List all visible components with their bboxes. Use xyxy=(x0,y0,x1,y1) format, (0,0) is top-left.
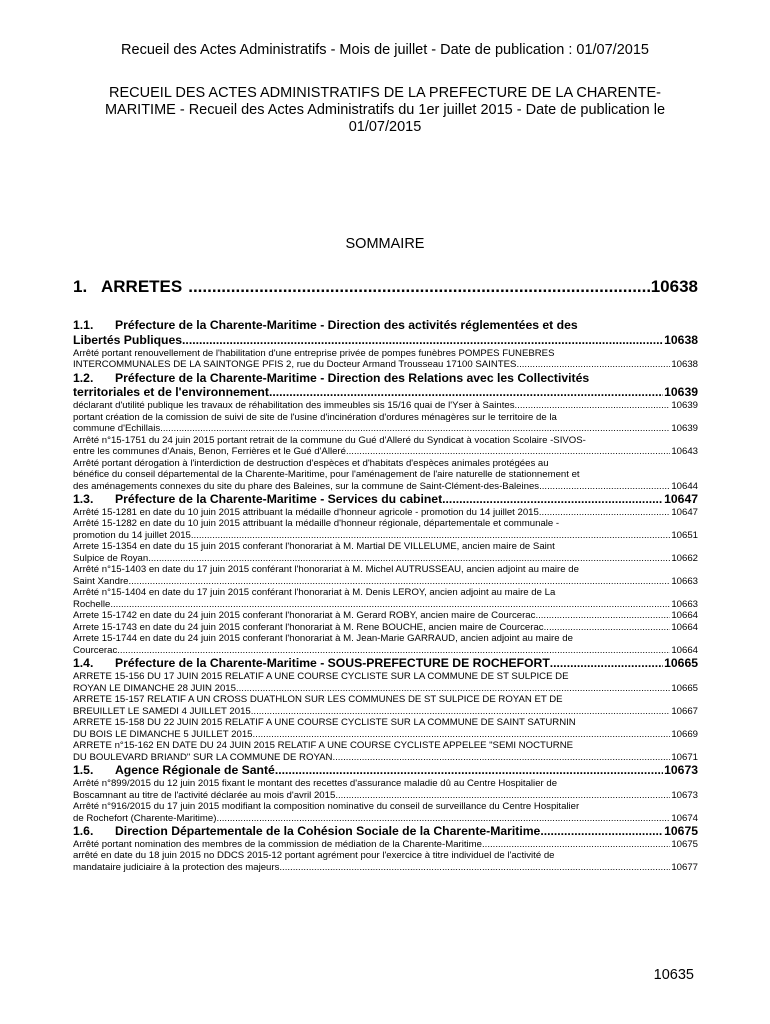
toc-section-page: 10638 xyxy=(664,332,698,347)
toc-entry-line: portant création de la comission de suivi de site de l'usine d'incinération d'ordures ménagères sur le territoire de la xyxy=(73,411,557,423)
toc-leader-dots xyxy=(539,481,670,493)
toc-entry[interactable] xyxy=(73,507,698,519)
toc-entry-line xyxy=(73,359,698,371)
toc-entry-page: 10664 xyxy=(671,644,698,656)
toc-section[interactable] xyxy=(73,318,698,371)
main-title xyxy=(60,85,710,136)
toc-section-heading-line xyxy=(73,371,698,386)
toc-entry-line xyxy=(73,446,698,458)
toc-entry-line: ARRETE 15-156 DU 17 JUIN 2015 RELATIF A UNE COURSE CYCLISTE SUR LA COMMUNE DE ST SULPICE DE xyxy=(73,671,569,683)
main-title-line: 01/07/2015 xyxy=(348,119,422,135)
toc-entry-page: 10671 xyxy=(671,751,698,763)
toc-entry[interactable] xyxy=(73,400,698,412)
toc-entry[interactable] xyxy=(73,850,698,873)
toc-entry-line xyxy=(73,729,698,741)
toc-entry[interactable] xyxy=(73,541,698,564)
toc-entry-text: Rochelle xyxy=(73,598,111,610)
toc-section-title: Préfecture de la Charente-Maritime - Direction des Relations avec les Collectivités xyxy=(115,370,590,385)
toc-section-heading-line xyxy=(73,385,698,400)
page-number: 10635 xyxy=(653,967,694,983)
main-title-line: RECUEIL DES ACTES ADMINISTRATIFS DE LA PREFECTURE DE LA CHARENTE- xyxy=(109,85,661,101)
toc-leader-dots xyxy=(182,333,663,348)
toc-entry[interactable] xyxy=(73,740,698,763)
toc-entry-line xyxy=(73,576,698,588)
toc-entry-page: 10664 xyxy=(671,621,698,633)
toc-section-number: 1.1. xyxy=(73,318,94,332)
toc-entry[interactable] xyxy=(73,518,698,541)
toc-entry[interactable] xyxy=(73,435,698,458)
toc-entry-page: 10664 xyxy=(671,610,698,622)
toc-entry[interactable] xyxy=(73,717,698,740)
toc-entry-line xyxy=(73,622,698,634)
toc-leader-dots xyxy=(148,553,670,565)
toc-entry-line xyxy=(73,683,698,695)
toc-leader-dots xyxy=(442,492,663,507)
toc-leader-dots xyxy=(191,530,670,542)
toc-leader-dots xyxy=(110,599,670,611)
toc-section-title: Direction Départementale de la Cohésion Sociale de la Charente-Maritime xyxy=(115,824,541,839)
toc-entry-page: 10663 xyxy=(671,598,698,610)
toc-leader-dots xyxy=(516,359,670,371)
toc-entry[interactable] xyxy=(73,564,698,587)
toc-entry[interactable] xyxy=(73,412,698,435)
toc-entry-text: Arrêté 15-1281 en date du 10 juin 2015 attribuant la médaille d'honneur agricole - promotion du 14 juillet 2015 xyxy=(73,506,539,518)
toc-entry-text: Courcerac xyxy=(73,644,118,656)
toc-section-page: 10665 xyxy=(664,656,698,671)
toc-entry-line xyxy=(73,839,698,851)
toc-entry-line xyxy=(73,423,698,435)
toc-entry-text: INTERCOMMUNALES DE LA SAINTONGE PFIS 2, rue du Docteur Armand Trousseau 17100 SAINTES xyxy=(73,359,517,371)
toc-entry-line xyxy=(73,790,698,802)
toc-entry-line: Arrêté n°15-1403 en date du 17 juin 2015 conférant l'honorariat à M. Michel AUTRUSSEAU, ancien adjoint au maire de xyxy=(73,564,579,576)
toc-entry-line xyxy=(73,599,698,611)
toc-leader-dots xyxy=(332,752,670,764)
toc-section-number: 1.2. xyxy=(73,370,94,385)
toc-leader-dots xyxy=(128,576,670,588)
toc-section-heading-line xyxy=(73,763,698,778)
toc-entry-line xyxy=(73,862,698,874)
toc-leader-dots xyxy=(335,790,670,802)
running-header: Recueil des Actes Administratifs - Mois de juillet - Date de publication : 01/07/2015 xyxy=(121,42,649,58)
main-title-line: MARITIME - Recueil des Actes Administratifs du 1er juillet 2015 - Date de publication le xyxy=(104,102,666,118)
toc-sections xyxy=(73,318,698,873)
toc-section-heading-line xyxy=(73,318,698,333)
toc-entry-page: 10674 xyxy=(671,812,698,824)
toc-entry-line xyxy=(73,813,698,825)
toc-entry-line xyxy=(73,645,698,657)
toc-entry-page: 10647 xyxy=(671,506,698,518)
toc-entry-text: DU BOULEVARD BRIAND" SUR LA COMMUNE DE ROYAN xyxy=(73,751,333,763)
toc-entry-page: 10662 xyxy=(671,552,698,564)
toc-leader-dots xyxy=(117,645,670,657)
toc-entry-line: Arrete 15-1744 en date du 24 juin 2015 conferant l'honorariat à M. Jean-Marie GARRAUD, ancien adjoint au maire de xyxy=(73,633,573,645)
toc-entry-page: 10639 xyxy=(671,423,698,435)
toc-entry[interactable] xyxy=(73,622,698,634)
toc-section-title: Préfecture de la Charente-Maritime - Services du cabinet xyxy=(115,492,443,507)
toc-leader-dots xyxy=(251,706,671,718)
toc-leader-dots xyxy=(269,385,663,400)
toc-entry-line: ARRETE 15-157 RELATIF A UN CROSS DUATHLON SUR LES COMMUNES DE ST SULPICE DE ROYAN ET DE xyxy=(73,694,563,706)
toc-section-title: Libertés Publiques xyxy=(73,332,183,347)
toc-entry-page: 10643 xyxy=(671,446,698,458)
toc-section-page: 10647 xyxy=(664,492,698,507)
toc-entry-line xyxy=(73,507,698,519)
toc-leader-dots xyxy=(540,824,663,839)
toc-leader-dots xyxy=(160,423,670,435)
toc-section-title: Préfecture de la Charente-Maritime - SOUS-PREFECTURE DE ROCHEFORT xyxy=(115,656,550,671)
toc-leader-dots xyxy=(253,729,671,741)
toc-entry-text: Boscamnant au titre de l'activité déclarée au mois d'avril 2015 xyxy=(73,789,336,801)
toc-entry-line: Arrêté portant renouvellement de l'habilitation d'une entreprise privée de pompes funèbres POMPES FUNEBRES xyxy=(73,347,555,359)
toc-entry[interactable] xyxy=(73,694,698,717)
toc-entry[interactable] xyxy=(73,610,698,622)
toc-entry-line: ARRETE 15-158 DU 22 JUIN 2015 RELATIF A UNE COURSE CYCLISTE SUR LA COMMUNE DE SAINT SATURNIN xyxy=(73,717,576,729)
toc-entry-text: Arrete 15-1743 en date du 24 juin 2015 conferant l'honorariat à M. Rene BOUCHE, ancien maire de Courcerac xyxy=(73,621,544,633)
toc-entry-line: Arrêté portant dérogation à l'interdiction de destruction d'espèces et d'habitats d'espèces animales protégées au xyxy=(73,457,549,469)
toc-section-heading-line xyxy=(73,333,698,348)
toc-section[interactable] xyxy=(73,492,698,656)
toc-section-number: 1.3. xyxy=(73,492,94,507)
toc-entry-text: BREUILLET LE SAMEDI 4 JUILLET 2015 xyxy=(73,705,251,717)
toc-leader-dots xyxy=(349,446,671,458)
toc-entry-line: Arrêté 15-1282 en date du 10 juin 2015 attribuant la médaille d'honneur régionale, départementale et communale - xyxy=(73,518,560,530)
toc-section-number: 1.5. xyxy=(73,763,94,778)
toc-entry[interactable] xyxy=(73,458,698,493)
toc-level1-title: ARRETES xyxy=(101,277,183,296)
toc-entry-page: 10673 xyxy=(671,789,698,801)
toc-level1-page: 10638 xyxy=(650,277,698,296)
toc-leader-dots xyxy=(188,277,650,297)
toc-leader-dots xyxy=(517,400,670,412)
toc-section-heading-line xyxy=(73,492,698,507)
toc-entry-page: 10644 xyxy=(671,480,698,492)
toc-section-number: 1.4. xyxy=(73,656,94,671)
toc-entry[interactable] xyxy=(73,587,698,610)
toc-leader-dots xyxy=(216,813,670,825)
toc-entry-line: ARRETE n°15-162 EN DATE DU 24 JUIN 2015 RELATIF A UNE COURSE CYCLISTE APPELEE "SEMI NOCTURNE xyxy=(73,740,574,752)
toc-level1-number: 1. xyxy=(73,277,88,296)
toc-section-heading-line xyxy=(73,656,698,671)
toc-entry-text: des aménagements connexes du site du phare des Baleines, sur la commune de Saint-Clément-des-Baleines xyxy=(73,480,540,492)
toc-entry-line: Arrêté n°899/2015 du 12 juin 2015 fixant le montant des recettes d'assurance maladie dû au Centre Hospitalier de xyxy=(73,778,558,790)
toc-leader-dots xyxy=(236,683,670,695)
toc-leader-dots xyxy=(539,507,670,519)
toc-entry-line: Arrêté n°15-1751 du 24 juin 2015 portant retrait de la commune du Gué d'Alleré du Syndicat à vocation Scolaire -SIVOS- xyxy=(73,434,586,446)
toc-entry-page: 10663 xyxy=(671,575,698,587)
toc-entry-page: 10651 xyxy=(671,529,698,541)
toc-entry-text: ROYAN LE DIMANCHE 28 JUIN 2015 xyxy=(73,682,236,694)
toc-section-title: Préfecture de la Charente-Maritime - Direction des activités réglementées et des xyxy=(115,318,578,332)
toc-leader-dots xyxy=(544,622,671,634)
toc-entry-line: Arrêté n°916/2015 du 17 juin 2015 modifiant la composition nominative du conseil de surveillance du Centre Hospitalier xyxy=(73,801,580,813)
toc-section[interactable] xyxy=(73,371,698,493)
toc-leader-dots xyxy=(482,839,670,851)
toc-section-title: Agence Régionale de Santé xyxy=(115,763,275,778)
toc-entry-line: arrêté en date du 18 juin 2015 no DDCS 2015-12 portant agrément pour l'exercice à titre individuel de l'activité de xyxy=(73,850,555,862)
toc-entry-line: bénéfice du conseil départemental de la Charente-Maritime, pour l'aménagement de l'aire naturelle de stationnement et xyxy=(73,469,580,481)
toc-entry-line: Arrêté n°15-1404 en date du 17 juin 2015 conférant l'honorariat à M. Denis LEROY, ancien adjoint au maire de La xyxy=(73,587,556,599)
toc-entry-line: Arrete 15-1354 en date du 15 juin 2015 conferant l'honorariat à M. Martial DE VILLELUME, ancien maire de Saint xyxy=(73,541,555,553)
toc-entry-page: 10669 xyxy=(671,728,698,740)
toc-entry-page: 10638 xyxy=(671,359,698,371)
toc-section[interactable] xyxy=(73,824,698,873)
toc-entry-page: 10665 xyxy=(671,682,698,694)
toc-entry-text: Arrete 15-1742 en date du 24 juin 2015 conferant l'honorariat à M. Gerard ROBY, ancien maire de Courcerac xyxy=(73,610,536,622)
toc-entry-line xyxy=(73,530,698,542)
toc-entry[interactable] xyxy=(73,348,698,371)
toc-entry-page: 10667 xyxy=(671,705,698,717)
toc-section[interactable] xyxy=(73,656,698,763)
toc-leader-dots xyxy=(275,763,663,778)
toc-entry-text: Arrêté portant nomination des membres de la commission de médiation de la Charente-Maritime xyxy=(73,838,482,850)
toc-entry-text: de Rochefort (Charente-Maritime) xyxy=(73,812,217,824)
toc-entry-line xyxy=(73,706,698,718)
toc-entry-page: 10639 xyxy=(671,400,698,412)
toc-entry-page: 10677 xyxy=(671,861,698,873)
toc-entry-line xyxy=(73,481,698,493)
toc-entry[interactable] xyxy=(73,633,698,656)
toc-entry[interactable] xyxy=(73,671,698,694)
toc-leader-dots xyxy=(535,610,670,622)
toc-entry-text: entre les communes d'Anais, Benon, Ferrières et le Gué d'Alleré. xyxy=(73,446,349,458)
sommaire-heading: SOMMAIRE xyxy=(345,236,425,252)
toc-entry-text: Saint Xandre xyxy=(73,575,129,587)
toc-entry-line xyxy=(73,610,698,622)
toc-entry-text: Sulpice de Royan xyxy=(73,552,149,564)
toc-section-title: territoriales et de l'environnement xyxy=(73,385,269,400)
toc-entry-text: mandataire judiciaire à la protection des majeurs xyxy=(73,861,280,873)
toc-leader-dots xyxy=(550,656,663,671)
toc-entry[interactable] xyxy=(73,778,698,801)
toc-entry-line xyxy=(73,400,698,412)
toc-entry-text: promotion du 14 juillet 2015 xyxy=(73,529,191,541)
toc-section-page: 10675 xyxy=(664,824,698,839)
toc-section[interactable] xyxy=(73,763,698,824)
toc-section-page: 10639 xyxy=(664,385,698,400)
toc-entry[interactable] xyxy=(73,839,698,851)
toc-entry-line xyxy=(73,752,698,764)
toc-section-number: 1.6. xyxy=(73,824,94,839)
toc-section-heading-line xyxy=(73,824,698,839)
toc-entry[interactable] xyxy=(73,801,698,824)
toc-entry-page: 10675 xyxy=(671,838,698,850)
toc-level1-entry[interactable] xyxy=(73,277,698,297)
toc-entry-text: DU BOIS LE DIMANCHE 5 JUILLET 2015 xyxy=(73,728,253,740)
toc-leader-dots xyxy=(279,862,670,874)
toc-section-page: 10673 xyxy=(664,763,698,778)
toc-entry-line xyxy=(73,553,698,565)
toc-entry-text: déclarant d'utilité publique les travaux de réhabilitation des immeubles sis 15/16 quai de l'Yser à Saintes. xyxy=(73,400,518,412)
toc-entry-text: commune d'Echillais xyxy=(73,423,161,435)
